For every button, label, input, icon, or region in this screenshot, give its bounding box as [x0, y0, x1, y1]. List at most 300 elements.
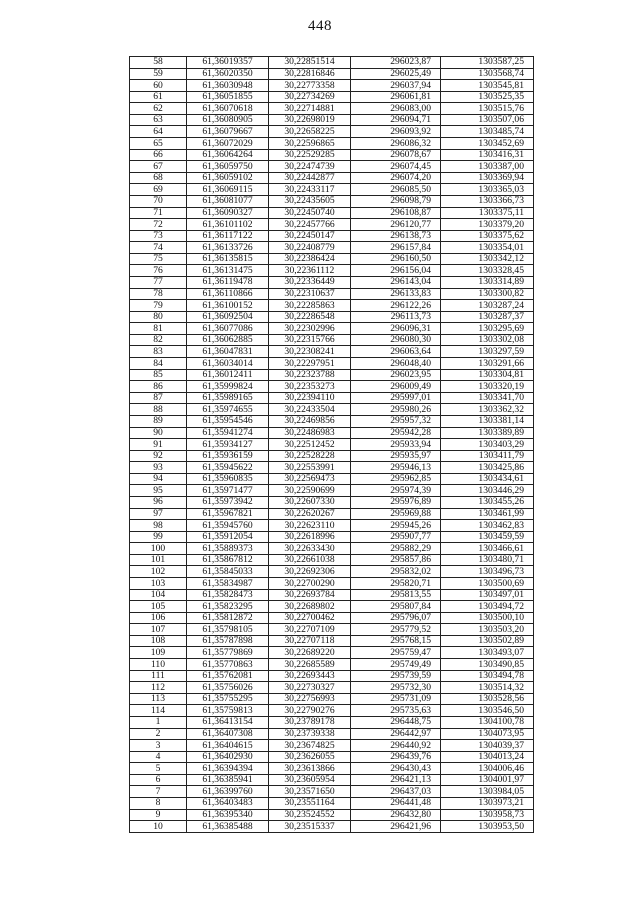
table-row [130, 242, 534, 254]
x-coordinate-cell: 295813,55 [351, 589, 441, 601]
latitude-cell: 61,36072029 [187, 138, 269, 150]
y-coordinate-cell: 1303568,74 [441, 68, 534, 80]
latitude-cell: 61,35834987 [187, 578, 269, 590]
table-row [130, 566, 534, 578]
table-row [130, 300, 534, 312]
table-row [130, 207, 534, 219]
y-coordinate-cell: 1303502,89 [441, 635, 534, 647]
longitude-cell: 30,22553991 [269, 462, 351, 474]
x-coordinate-cell: 296437,03 [351, 786, 441, 798]
point-number-cell: 95 [130, 485, 187, 497]
x-coordinate-cell: 295779,52 [351, 624, 441, 636]
y-coordinate-cell: 1303375,62 [441, 230, 534, 242]
table-row [130, 763, 534, 775]
longitude-cell: 30,22633430 [269, 543, 351, 555]
x-coordinate-cell: 296085,50 [351, 184, 441, 196]
latitude-cell: 61,35945622 [187, 462, 269, 474]
x-coordinate-cell: 295907,77 [351, 531, 441, 543]
x-coordinate-cell: 296083,00 [351, 103, 441, 115]
y-coordinate-cell: 1303984,05 [441, 786, 534, 798]
longitude-cell: 30,22620267 [269, 508, 351, 520]
y-coordinate-cell: 1303304,81 [441, 369, 534, 381]
latitude-cell: 61,35867812 [187, 554, 269, 566]
latitude-cell: 61,35973942 [187, 496, 269, 508]
point-number-cell: 109 [130, 647, 187, 659]
y-coordinate-cell: 1303341,70 [441, 392, 534, 404]
point-number-cell: 75 [130, 253, 187, 265]
point-number-cell: 110 [130, 659, 187, 671]
y-coordinate-cell: 1303320,19 [441, 381, 534, 393]
y-coordinate-cell: 1303528,56 [441, 693, 534, 705]
y-coordinate-cell: 1303434,61 [441, 473, 534, 485]
table-row [130, 798, 534, 810]
latitude-cell: 61,36394394 [187, 763, 269, 775]
x-coordinate-cell: 296157,84 [351, 242, 441, 254]
point-number-cell: 7 [130, 786, 187, 798]
longitude-cell: 30,22689220 [269, 647, 351, 659]
x-coordinate-cell: 295735,63 [351, 705, 441, 717]
y-coordinate-cell: 1303494,72 [441, 601, 534, 613]
x-coordinate-cell: 296048,40 [351, 358, 441, 370]
table-row [130, 323, 534, 335]
y-coordinate-cell: 1303490,85 [441, 659, 534, 671]
table-row [130, 462, 534, 474]
point-number-cell: 64 [130, 126, 187, 138]
point-number-cell: 1 [130, 716, 187, 728]
y-coordinate-cell: 1303452,69 [441, 138, 534, 150]
y-coordinate-cell: 1303369,94 [441, 172, 534, 184]
x-coordinate-cell: 296441,48 [351, 798, 441, 810]
latitude-cell: 61,35755295 [187, 693, 269, 705]
longitude-cell: 30,22512452 [269, 439, 351, 451]
x-coordinate-cell: 296440,92 [351, 740, 441, 752]
longitude-cell: 30,22607330 [269, 496, 351, 508]
x-coordinate-cell: 295997,01 [351, 392, 441, 404]
x-coordinate-cell: 296061,81 [351, 91, 441, 103]
latitude-cell: 61,35770863 [187, 659, 269, 671]
longitude-cell: 30,23605954 [269, 774, 351, 786]
table-row [130, 716, 534, 728]
latitude-cell: 61,36069115 [187, 184, 269, 196]
table-row [130, 682, 534, 694]
longitude-cell: 30,22816846 [269, 68, 351, 80]
longitude-cell: 30,22315766 [269, 334, 351, 346]
point-number-cell: 58 [130, 57, 187, 69]
y-coordinate-cell: 1303973,21 [441, 798, 534, 810]
table-row [130, 219, 534, 231]
latitude-cell: 61,35912054 [187, 531, 269, 543]
table-row [130, 624, 534, 636]
x-coordinate-cell: 295962,85 [351, 473, 441, 485]
point-number-cell: 91 [130, 439, 187, 451]
y-coordinate-cell: 1303455,26 [441, 496, 534, 508]
point-number-cell: 82 [130, 334, 187, 346]
y-coordinate-cell: 1303500,69 [441, 578, 534, 590]
latitude-cell: 61,36020350 [187, 68, 269, 80]
point-number-cell: 78 [130, 288, 187, 300]
latitude-cell: 61,35845033 [187, 566, 269, 578]
x-coordinate-cell: 296025,49 [351, 68, 441, 80]
longitude-cell: 30,22773358 [269, 80, 351, 92]
point-number-cell: 6 [130, 774, 187, 786]
x-coordinate-cell: 296023,87 [351, 57, 441, 69]
table-row [130, 774, 534, 786]
y-coordinate-cell: 1303295,69 [441, 323, 534, 335]
longitude-cell: 30,22693443 [269, 670, 351, 682]
table-row [130, 635, 534, 647]
table-row [130, 230, 534, 242]
point-number-cell: 88 [130, 404, 187, 416]
longitude-cell: 30,23524552 [269, 809, 351, 821]
y-coordinate-cell: 1303387,00 [441, 161, 534, 173]
point-number-cell: 101 [130, 554, 187, 566]
longitude-cell: 30,22529285 [269, 149, 351, 161]
x-coordinate-cell: 295796,07 [351, 612, 441, 624]
longitude-cell: 30,22707118 [269, 635, 351, 647]
point-number-cell: 89 [130, 415, 187, 427]
point-number-cell: 3 [130, 740, 187, 752]
x-coordinate-cell: 296122,26 [351, 300, 441, 312]
latitude-cell: 61,36064264 [187, 149, 269, 161]
longitude-cell: 30,22851514 [269, 57, 351, 69]
latitude-cell: 61,35974655 [187, 404, 269, 416]
point-number-cell: 71 [130, 207, 187, 219]
x-coordinate-cell: 295980,26 [351, 404, 441, 416]
table-row [130, 659, 534, 671]
point-number-cell: 10 [130, 821, 187, 833]
longitude-cell: 30,22469856 [269, 415, 351, 427]
longitude-cell: 30,23515337 [269, 821, 351, 833]
table-row [130, 809, 534, 821]
table-row [130, 520, 534, 532]
latitude-cell: 61,36385488 [187, 821, 269, 833]
y-coordinate-cell: 1303546,50 [441, 705, 534, 717]
y-coordinate-cell: 1303362,32 [441, 404, 534, 416]
point-number-cell: 106 [130, 612, 187, 624]
point-number-cell: 84 [130, 358, 187, 370]
x-coordinate-cell: 296023,95 [351, 369, 441, 381]
table-row [130, 473, 534, 485]
page-number: 448 [308, 18, 332, 34]
latitude-cell: 61,36117122 [187, 230, 269, 242]
x-coordinate-cell: 296160,50 [351, 253, 441, 265]
table-row [130, 543, 534, 555]
x-coordinate-cell: 296063,64 [351, 346, 441, 358]
point-number-cell: 85 [130, 369, 187, 381]
latitude-cell: 61,35960835 [187, 473, 269, 485]
point-number-cell: 112 [130, 682, 187, 694]
y-coordinate-cell: 1303497,01 [441, 589, 534, 601]
point-number-cell: 93 [130, 462, 187, 474]
table-row [130, 68, 534, 80]
longitude-cell: 30,22730327 [269, 682, 351, 694]
longitude-cell: 30,22590699 [269, 485, 351, 497]
longitude-cell: 30,22433504 [269, 404, 351, 416]
x-coordinate-cell: 295976,89 [351, 496, 441, 508]
x-coordinate-cell: 296098,79 [351, 195, 441, 207]
latitude-cell: 61,36012411 [187, 369, 269, 381]
table-row [130, 589, 534, 601]
table-row [130, 450, 534, 462]
y-coordinate-cell: 1303342,12 [441, 253, 534, 265]
point-number-cell: 99 [130, 531, 187, 543]
x-coordinate-cell: 295832,02 [351, 566, 441, 578]
x-coordinate-cell: 295731,09 [351, 693, 441, 705]
table-row [130, 172, 534, 184]
point-number-cell: 72 [130, 219, 187, 231]
point-number-cell: 111 [130, 670, 187, 682]
y-coordinate-cell: 1303496,73 [441, 566, 534, 578]
longitude-cell: 30,22700462 [269, 612, 351, 624]
point-number-cell: 2 [130, 728, 187, 740]
latitude-cell: 61,35889373 [187, 543, 269, 555]
y-coordinate-cell: 1303302,08 [441, 334, 534, 346]
latitude-cell: 61,35941274 [187, 427, 269, 439]
table-row [130, 138, 534, 150]
latitude-cell: 61,35823295 [187, 601, 269, 613]
point-number-cell: 60 [130, 80, 187, 92]
y-coordinate-cell: 1303366,73 [441, 195, 534, 207]
y-coordinate-cell: 1303494,78 [441, 670, 534, 682]
y-coordinate-cell: 1303503,20 [441, 624, 534, 636]
table-row [130, 612, 534, 624]
point-number-cell: 69 [130, 184, 187, 196]
latitude-cell: 61,35945760 [187, 520, 269, 532]
table-row [130, 578, 534, 590]
latitude-cell: 61,36385941 [187, 774, 269, 786]
point-number-cell: 87 [130, 392, 187, 404]
longitude-cell: 30,23571650 [269, 786, 351, 798]
y-coordinate-cell: 1303314,89 [441, 276, 534, 288]
longitude-cell: 30,22596865 [269, 138, 351, 150]
latitude-cell: 61,36019357 [187, 57, 269, 69]
table-row [130, 276, 534, 288]
x-coordinate-cell: 295759,47 [351, 647, 441, 659]
point-number-cell: 96 [130, 496, 187, 508]
point-number-cell: 76 [130, 265, 187, 277]
x-coordinate-cell: 296156,04 [351, 265, 441, 277]
y-coordinate-cell: 1303297,59 [441, 346, 534, 358]
y-coordinate-cell: 1304073,95 [441, 728, 534, 740]
table-row [130, 601, 534, 613]
longitude-cell: 30,22433117 [269, 184, 351, 196]
latitude-cell: 61,36092504 [187, 311, 269, 323]
latitude-cell: 61,36395340 [187, 809, 269, 821]
y-coordinate-cell: 1303515,76 [441, 103, 534, 115]
point-number-cell: 68 [130, 172, 187, 184]
latitude-cell: 61,36059750 [187, 161, 269, 173]
latitude-cell: 61,36135815 [187, 253, 269, 265]
longitude-cell: 30,22685589 [269, 659, 351, 671]
longitude-cell: 30,22286548 [269, 311, 351, 323]
x-coordinate-cell: 295749,49 [351, 659, 441, 671]
y-coordinate-cell: 1303958,73 [441, 809, 534, 821]
y-coordinate-cell: 1303466,61 [441, 543, 534, 555]
x-coordinate-cell: 296448,75 [351, 716, 441, 728]
x-coordinate-cell: 296138,73 [351, 230, 441, 242]
longitude-cell: 30,22714881 [269, 103, 351, 115]
table-row [130, 415, 534, 427]
latitude-cell: 61,36080905 [187, 114, 269, 126]
table-row [130, 705, 534, 717]
y-coordinate-cell: 1303462,83 [441, 520, 534, 532]
table-row [130, 334, 534, 346]
table-row [130, 103, 534, 115]
latitude-cell: 61,36062885 [187, 334, 269, 346]
x-coordinate-cell: 295739,59 [351, 670, 441, 682]
table-row [130, 126, 534, 138]
longitude-cell: 30,22528228 [269, 450, 351, 462]
latitude-cell: 61,36133726 [187, 242, 269, 254]
y-coordinate-cell: 1303507,06 [441, 114, 534, 126]
x-coordinate-cell: 296108,87 [351, 207, 441, 219]
longitude-cell: 30,23674825 [269, 740, 351, 752]
table-row [130, 311, 534, 323]
table-row [130, 670, 534, 682]
longitude-cell: 30,22386424 [269, 253, 351, 265]
longitude-cell: 30,22394110 [269, 392, 351, 404]
latitude-cell: 61,36077086 [187, 323, 269, 335]
point-number-cell: 86 [130, 381, 187, 393]
latitude-cell: 61,35971477 [187, 485, 269, 497]
longitude-cell: 30,22692306 [269, 566, 351, 578]
latitude-cell: 61,35798105 [187, 624, 269, 636]
x-coordinate-cell: 296143,04 [351, 276, 441, 288]
longitude-cell: 30,22623110 [269, 520, 351, 532]
y-coordinate-cell: 1303425,86 [441, 462, 534, 474]
x-coordinate-cell: 295768,15 [351, 635, 441, 647]
x-coordinate-cell: 296430,43 [351, 763, 441, 775]
y-coordinate-cell: 1303514,32 [441, 682, 534, 694]
longitude-cell: 30,23551164 [269, 798, 351, 810]
point-number-cell: 62 [130, 103, 187, 115]
y-coordinate-cell: 1303328,45 [441, 265, 534, 277]
latitude-cell: 61,36131475 [187, 265, 269, 277]
latitude-cell: 61,36081077 [187, 195, 269, 207]
point-number-cell: 94 [130, 473, 187, 485]
latitude-cell: 61,36051855 [187, 91, 269, 103]
longitude-cell: 30,22308241 [269, 346, 351, 358]
point-number-cell: 63 [130, 114, 187, 126]
point-number-cell: 92 [130, 450, 187, 462]
longitude-cell: 30,23626055 [269, 751, 351, 763]
x-coordinate-cell: 295807,84 [351, 601, 441, 613]
latitude-cell: 61,36090327 [187, 207, 269, 219]
point-number-cell: 81 [130, 323, 187, 335]
table-row [130, 91, 534, 103]
y-coordinate-cell: 1304013,24 [441, 751, 534, 763]
point-number-cell: 102 [130, 566, 187, 578]
y-coordinate-cell: 1303389,89 [441, 427, 534, 439]
longitude-cell: 30,22569473 [269, 473, 351, 485]
x-coordinate-cell: 295933,94 [351, 439, 441, 451]
x-coordinate-cell: 296113,73 [351, 311, 441, 323]
coordinates-table-body [130, 57, 534, 833]
x-coordinate-cell: 296009,49 [351, 381, 441, 393]
longitude-cell: 30,22323788 [269, 369, 351, 381]
table-row [130, 427, 534, 439]
x-coordinate-cell: 296133,83 [351, 288, 441, 300]
table-row [130, 369, 534, 381]
table-row [130, 381, 534, 393]
table-row [130, 358, 534, 370]
table-row [130, 392, 534, 404]
y-coordinate-cell: 1303354,01 [441, 242, 534, 254]
x-coordinate-cell: 296094,71 [351, 114, 441, 126]
latitude-cell: 61,36110866 [187, 288, 269, 300]
x-coordinate-cell: 295942,28 [351, 427, 441, 439]
point-number-cell: 113 [130, 693, 187, 705]
point-number-cell: 98 [130, 520, 187, 532]
latitude-cell: 61,35759813 [187, 705, 269, 717]
x-coordinate-cell: 296078,67 [351, 149, 441, 161]
longitude-cell: 30,22486983 [269, 427, 351, 439]
point-number-cell: 104 [130, 589, 187, 601]
point-number-cell: 70 [130, 195, 187, 207]
point-number-cell: 9 [130, 809, 187, 821]
longitude-cell: 30,22361112 [269, 265, 351, 277]
table-row [130, 80, 534, 92]
point-number-cell: 103 [130, 578, 187, 590]
y-coordinate-cell: 1304100,78 [441, 716, 534, 728]
x-coordinate-cell: 296120,77 [351, 219, 441, 231]
y-coordinate-cell: 1304039,37 [441, 740, 534, 752]
x-coordinate-cell: 296432,80 [351, 809, 441, 821]
table-row [130, 288, 534, 300]
y-coordinate-cell: 1303459,59 [441, 531, 534, 543]
x-coordinate-cell: 296037,94 [351, 80, 441, 92]
x-coordinate-cell: 296421,13 [351, 774, 441, 786]
longitude-cell: 30,22618996 [269, 531, 351, 543]
point-number-cell: 105 [130, 601, 187, 613]
x-coordinate-cell: 295974,39 [351, 485, 441, 497]
y-coordinate-cell: 1303375,11 [441, 207, 534, 219]
latitude-cell: 61,35999824 [187, 381, 269, 393]
point-number-cell: 61 [130, 91, 187, 103]
table-row [130, 149, 534, 161]
x-coordinate-cell: 296086,32 [351, 138, 441, 150]
table-row [130, 114, 534, 126]
point-number-cell: 108 [130, 635, 187, 647]
y-coordinate-cell: 1303379,20 [441, 219, 534, 231]
x-coordinate-cell: 295857,86 [351, 554, 441, 566]
y-coordinate-cell: 1303403,29 [441, 439, 534, 451]
point-number-cell: 8 [130, 798, 187, 810]
point-number-cell: 97 [130, 508, 187, 520]
latitude-cell: 61,36403483 [187, 798, 269, 810]
longitude-cell: 30,22756993 [269, 693, 351, 705]
x-coordinate-cell: 296442,97 [351, 728, 441, 740]
longitude-cell: 30,22658225 [269, 126, 351, 138]
point-number-cell: 66 [130, 149, 187, 161]
longitude-cell: 30,22457766 [269, 219, 351, 231]
table-row [130, 821, 534, 833]
point-number-cell: 83 [130, 346, 187, 358]
coordinates-table [129, 56, 534, 833]
longitude-cell: 30,22297951 [269, 358, 351, 370]
latitude-cell: 61,35762081 [187, 670, 269, 682]
latitude-cell: 61,36059102 [187, 172, 269, 184]
y-coordinate-cell: 1303587,25 [441, 57, 534, 69]
table-row [130, 404, 534, 416]
latitude-cell: 61,35787898 [187, 635, 269, 647]
y-coordinate-cell: 1303480,71 [441, 554, 534, 566]
x-coordinate-cell: 295969,88 [351, 508, 441, 520]
table-row [130, 195, 534, 207]
longitude-cell: 30,22302996 [269, 323, 351, 335]
table-row [130, 265, 534, 277]
point-number-cell: 77 [130, 276, 187, 288]
